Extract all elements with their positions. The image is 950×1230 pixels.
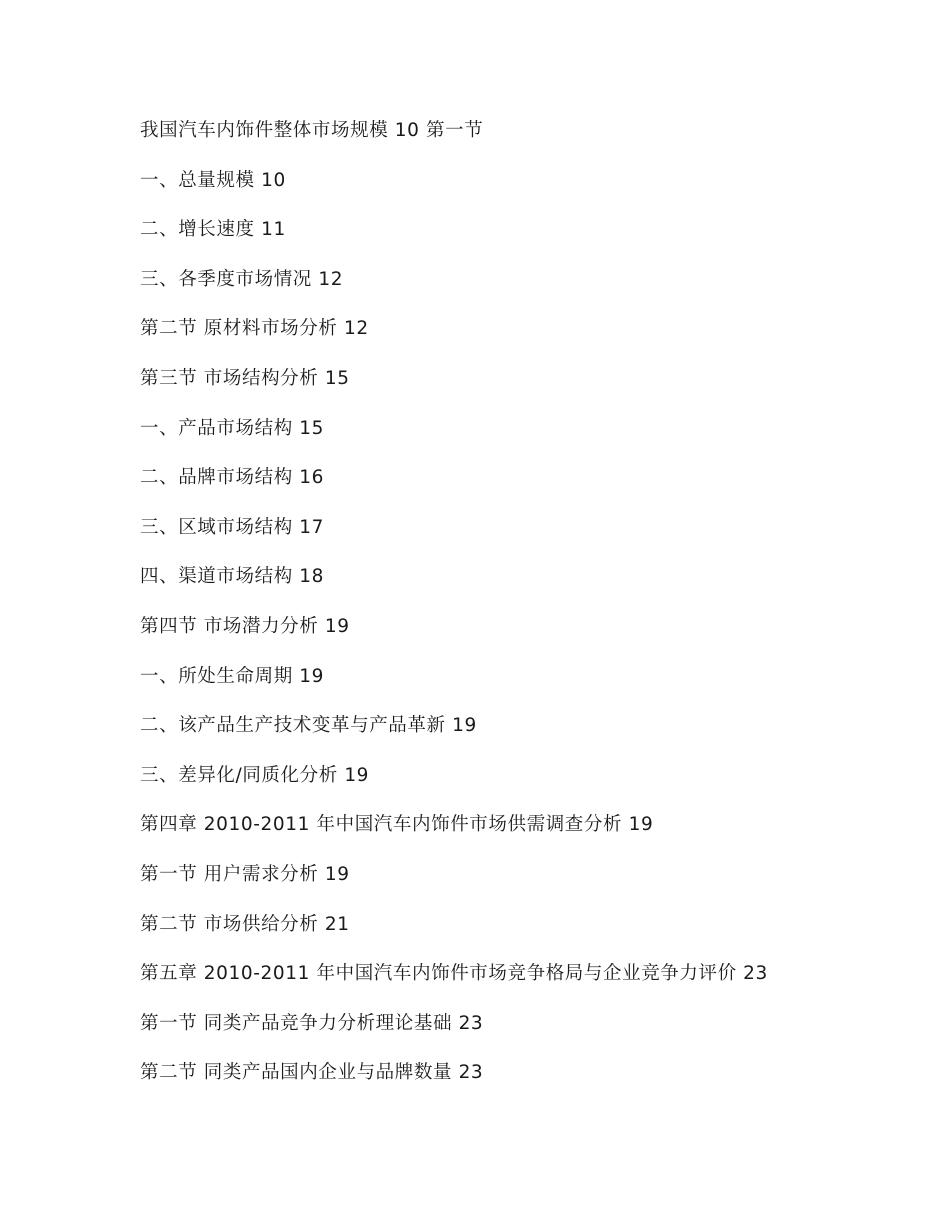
toc-entry: 第五章 2010-2011 年中国汽车内饰件市场竞争格局与企业竞争力评价 23	[140, 963, 768, 985]
toc-entry: 三、差异化/同质化分析 19	[140, 764, 370, 786]
toc-entry: 第一节 用户需求分析 19	[140, 863, 350, 885]
toc-entry: 第二节 原材料市场分析 12	[140, 318, 369, 340]
toc-entry: 三、各季度市场情况 12	[140, 268, 344, 290]
toc-entry: 第三节 市场结构分析 15	[140, 367, 350, 389]
toc-entry: 第一节 同类产品竞争力分析理论基础 23	[140, 1012, 484, 1034]
toc-entry: 一、产品市场结构 15	[140, 417, 325, 439]
table-of-contents	[140, 116, 820, 1108]
toc-entry: 三、区域市场结构 17	[140, 516, 325, 538]
toc-entry: 第四章 2010-2011 年中国汽车内饰件市场供需调查分析 19	[140, 814, 654, 836]
toc-entry: 二、该产品生产技术变革与产品革新 19	[140, 715, 477, 737]
toc-entry: 一、所处生命周期 19	[140, 665, 325, 687]
toc-entry: 第四节 市场潜力分析 19	[140, 615, 350, 637]
toc-entry: 二、增长速度 11	[140, 219, 286, 241]
toc-entry: 第二节 市场供给分析 21	[140, 913, 350, 935]
toc-entry: 一、总量规模 10	[140, 169, 286, 191]
toc-entry: 四、渠道市场结构 18	[140, 566, 325, 588]
toc-entry: 第二节 同类产品国内企业与品牌数量 23	[140, 1062, 484, 1084]
toc-entry: 我国汽车内饰件整体市场规模 10 第一节	[140, 120, 484, 141]
toc-entry: 二、品牌市场结构 16	[140, 467, 325, 489]
